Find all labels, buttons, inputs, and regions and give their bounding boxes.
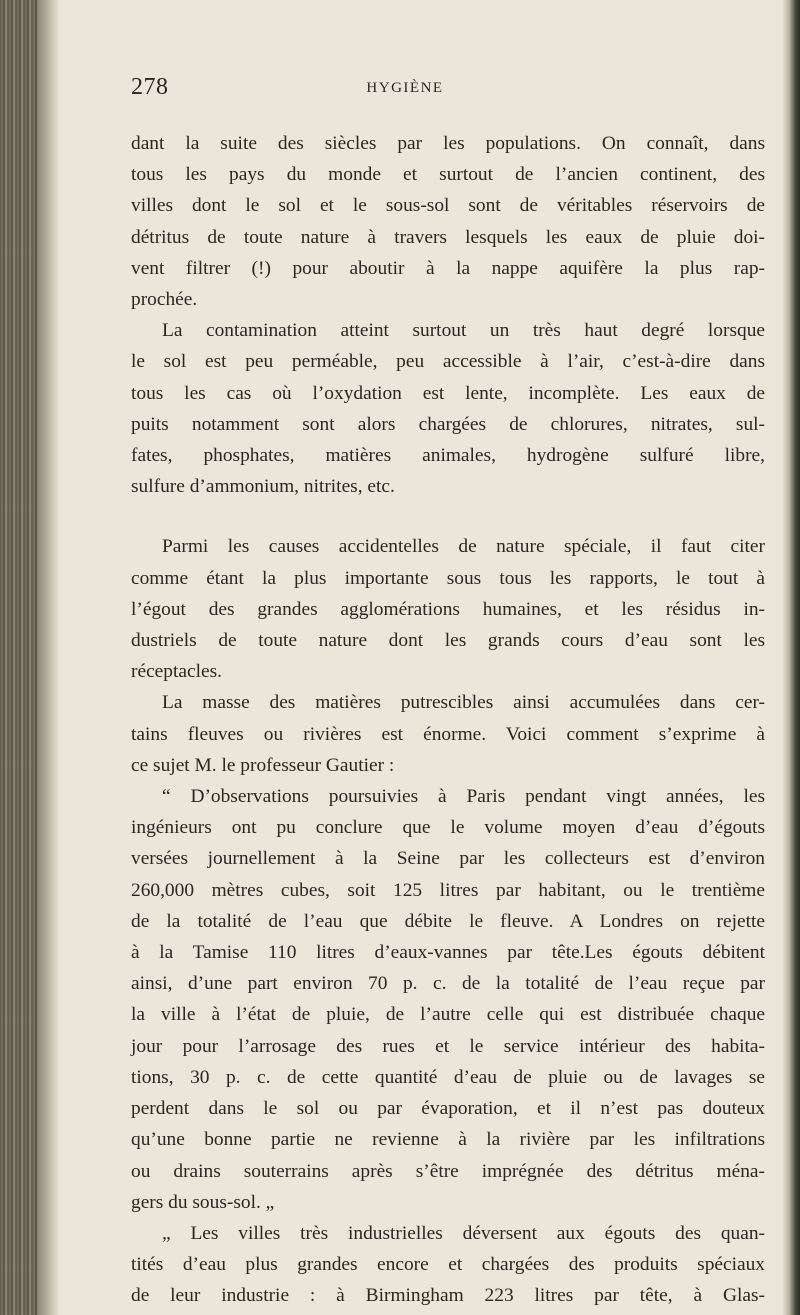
running-head: HYGIÈNE bbox=[366, 80, 444, 96]
text-line: prochée. bbox=[131, 289, 198, 311]
quotation bbox=[131, 1218, 765, 1312]
page-edge-shadow bbox=[782, 0, 800, 1315]
text-line: réceptacles. bbox=[131, 661, 222, 683]
text-line: versées journellement à la Seine par les collecteurs est d’environ bbox=[131, 848, 765, 870]
paragraph bbox=[131, 687, 765, 781]
text-line: jour pour l’arrosage des rues et le service intérieur des habita- bbox=[131, 1035, 765, 1057]
text-line: „ Les villes très industrielles déversent aux égouts des quan- bbox=[162, 1222, 765, 1244]
text-line: ou drains souterrains après s’être imprégnée des détritus ména- bbox=[131, 1160, 765, 1182]
text-line: ingénieurs ont pu conclure que le volume moyen d’eau d’égouts bbox=[131, 817, 765, 839]
text-line: détritus de toute nature à travers lesquels les eaux de pluie doi- bbox=[131, 226, 765, 248]
book-binding-edge bbox=[0, 0, 38, 1315]
text-line: de leur industrie : à Birmingham 223 litres par tête, à Glas- bbox=[131, 1285, 765, 1307]
paragraph bbox=[131, 128, 765, 315]
text-line: tous les cas où l’oxydation est lente, incomplète. Les eaux de bbox=[131, 382, 765, 404]
text-line: puits notamment sont alors chargées de chlorures, nitrates, sul- bbox=[131, 413, 765, 435]
paragraph bbox=[131, 531, 765, 687]
text-line: gers du sous-sol. „ bbox=[131, 1191, 275, 1213]
text-line: le sol est peu perméable, peu accessible à l’air, c’est-à-dire dans bbox=[131, 351, 765, 373]
text-line: fates, phosphates, matières animales, hydrogène sulfuré libre, bbox=[131, 445, 765, 467]
text-line: qu’une bonne partie ne revienne à la rivière par les infiltrations bbox=[131, 1129, 765, 1151]
text-line: 260,000 mètres cubes, soit 125 litres par habitant, ou le trentième bbox=[131, 879, 765, 901]
body-text bbox=[131, 128, 765, 1312]
text-line: de la totalité de l’eau que débite le fleuve. A Londres on rejette bbox=[131, 910, 765, 932]
text-line: la ville à l’état de pluie, de l’autre celle qui est distribuée chaque bbox=[131, 1004, 765, 1026]
text-line: tités d’eau plus grandes encore et chargées des produits spéciaux bbox=[131, 1254, 765, 1276]
text-line: sulfure d’ammonium, nitrites, etc. bbox=[131, 476, 395, 498]
text-line: l’égout des grandes agglomérations humaines, et les résidus in- bbox=[131, 598, 765, 620]
text-line: villes dont le sol et le sous-sol sont de véritables réservoirs de bbox=[131, 195, 765, 217]
text-line: tous les pays du monde et surtout de l’ancien continent, des bbox=[131, 164, 765, 186]
binding-shadow bbox=[38, 0, 60, 1315]
quotation bbox=[131, 781, 765, 1218]
text-line: tions, 30 p. c. de cette quantité d’eau de pluie ou de lavages se bbox=[131, 1066, 765, 1088]
text-line: La masse des matières putrescibles ainsi accumulées dans cer- bbox=[162, 692, 765, 714]
text-line: à la Tamise 110 litres d’eaux-vannes par tête.Les égouts débitent bbox=[131, 942, 765, 964]
text-line: vent filtrer (!) pour aboutir à la nappe aquifère la plus rap- bbox=[131, 257, 765, 279]
text-line: comme étant la plus importante sous tous les rapports, le tout à bbox=[131, 567, 765, 589]
text-line: dustriels de toute nature dont les grands cours d’eau sont les bbox=[131, 630, 765, 652]
text-line: ainsi, d’une part environ 70 p. c. de la totalité de l’eau reçue par bbox=[131, 973, 765, 995]
text-line: perdent dans le sol ou par évaporation, et il n’est pas douteux bbox=[131, 1098, 765, 1120]
paragraph bbox=[131, 315, 765, 502]
text-line: dant la suite des siècles par les populations. On connaît, dans bbox=[131, 133, 765, 154]
paragraph-spacer bbox=[131, 502, 765, 531]
text-line: La contamination atteint surtout un très haut degré lorsque bbox=[162, 320, 765, 342]
text-line: tains fleuves ou rivières est énorme. Voici comment s’exprime à bbox=[131, 723, 765, 745]
text-line: ce sujet M. le professeur Gautier : bbox=[131, 754, 395, 776]
text-line: “ D’observations poursuivies à Paris pendant vingt années, les bbox=[162, 786, 765, 808]
text-line: Parmi les causes accidentelles de nature spéciale, il faut citer bbox=[162, 536, 765, 558]
page-number: 278 bbox=[131, 74, 169, 100]
